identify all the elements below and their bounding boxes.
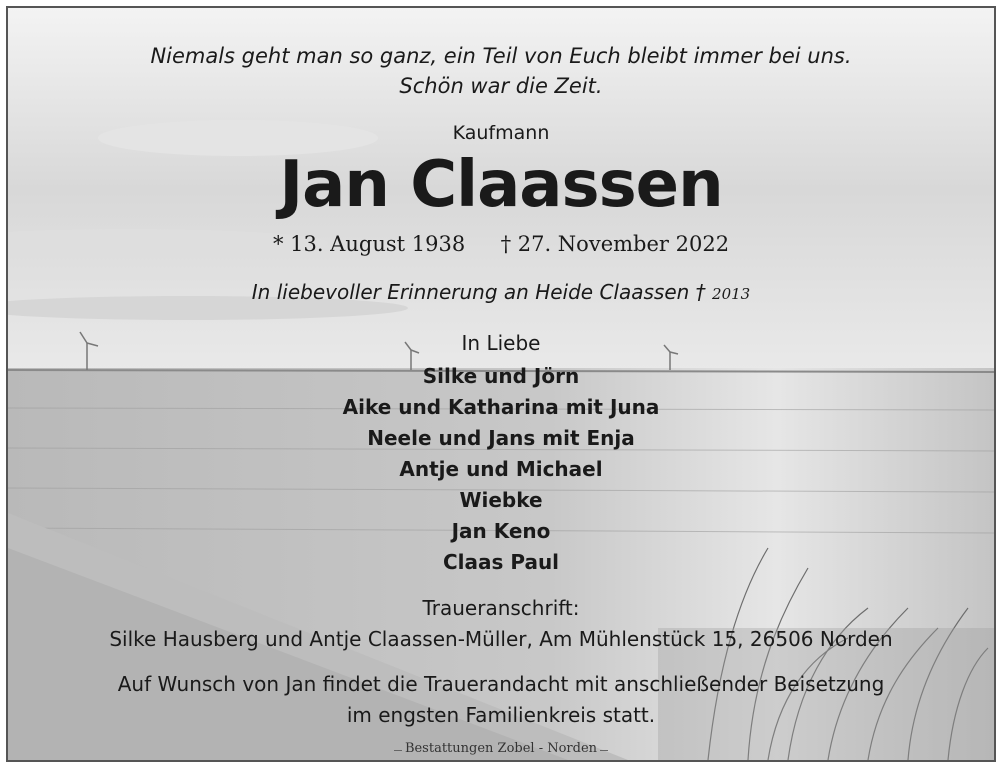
family-member: Aike und Katharina mit Juna — [342, 395, 660, 419]
family-intro: In Liebe — [461, 331, 541, 355]
family-member: Antje und Michael — [399, 457, 603, 481]
family-member: Silke und Jörn — [422, 364, 580, 388]
address-text: Silke Hausberg und Antje Claassen-Müller, Am Mühlenstück 15, 26506 Norden — [109, 627, 893, 651]
death-date: † 27. November 2022 — [500, 232, 730, 256]
life-dates — [8, 232, 994, 256]
motto-line-2: Schön war die Zeit. — [399, 74, 603, 98]
memory-line — [8, 280, 994, 304]
family-member: Wiebke — [459, 488, 543, 512]
motto-line-1: Niemals geht man so ganz, ein Teil von Euch bleibt immer bei uns. — [150, 44, 852, 68]
undertaker-name: Bestattungen Zobel - Norden — [404, 741, 598, 756]
notice-line-1: Auf Wunsch von Jan findet die Trauerandacht mit anschließender Beisetzung — [117, 672, 885, 696]
family-member: Neele und Jans mit Enja — [367, 426, 635, 450]
obituary-text — [8, 8, 994, 760]
deceased-name: Jan Claassen — [279, 148, 723, 222]
notice-line-2: im engsten Familienkreis statt. — [346, 703, 656, 727]
footer — [8, 741, 994, 761]
memory-text: In liebevoller Erinnerung an Heide Claassen † — [251, 280, 706, 304]
memory-year: 2013 — [712, 285, 751, 303]
family-member: Jan Keno — [451, 519, 551, 543]
address-label: Traueranschrift: — [422, 596, 580, 620]
family-member: Claas Paul — [442, 550, 560, 574]
birth-date: * 13. August 1938 — [272, 232, 466, 256]
obituary-card — [6, 6, 996, 762]
deceased-title: Kaufmann — [452, 122, 550, 144]
